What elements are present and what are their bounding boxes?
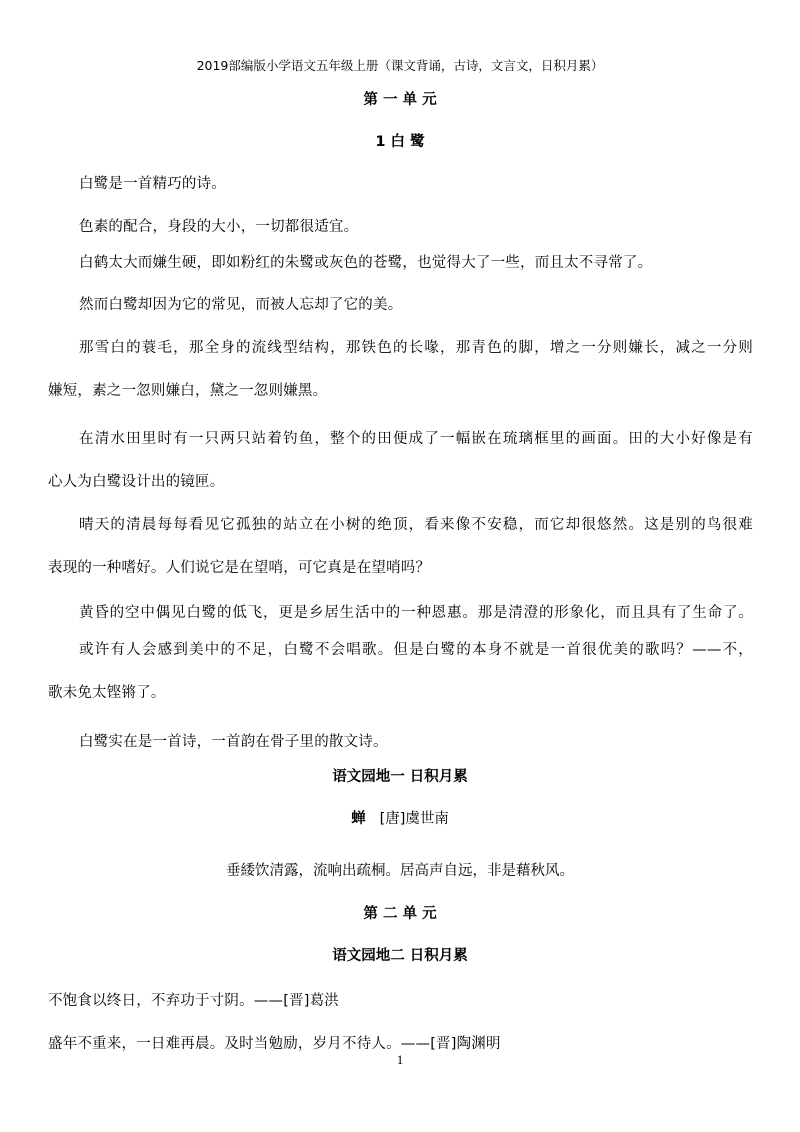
garden-two-title: 语文园地二 日积月累 bbox=[332, 948, 468, 964]
unit-two-title: 第 二 单 元 bbox=[363, 906, 437, 922]
paragraph-line: 在清水田里时有一只两只站着钓鱼，整个的田便成了一幅嵌在琉璃框里的画面。田的大小好像是有 bbox=[79, 431, 753, 447]
paragraph-line: 或许有人会感到美中的不足，白鹭不会唱歌。但是白鹭的本身不就是一首很优美的歌吗？——不， bbox=[79, 642, 753, 658]
paragraph: 然而白鹭却因为它的常见，而被人忘却了它的美。 bbox=[79, 297, 403, 313]
lesson-title: 1 白 鹭 bbox=[375, 134, 425, 150]
quote-line: 盛年不重来，一日难再晨。及时当勉励，岁月不待人。——[晋]陶渊明 bbox=[48, 1036, 501, 1052]
page-number: 1 bbox=[396, 1052, 404, 1067]
paragraph-line: 嫌短，素之一忽则嫌白，黛之一忽则嫌黑。 bbox=[48, 383, 328, 399]
poem-heading bbox=[0, 807, 800, 828]
paragraph-line: 晴天的清晨每每看见它孤独的站立在小树的绝顶，看来像不安稳，而它却很悠然。这是别的鸟很难 bbox=[79, 517, 753, 533]
unit-one-title: 第 一 单 元 bbox=[363, 92, 437, 108]
paragraph: 黄昏的空中偶见白鹭的低飞，更是乡居生活中的一种恩惠。那是清澄的形象化，而且具有了生命了。 bbox=[79, 605, 753, 621]
paragraph: 白鹤太大而嫌生硬，即如粉红的朱鹭或灰色的苍鹭，也觉得大了一些，而且太不寻常了。 bbox=[79, 255, 653, 271]
poem-text: 垂緌饮清露，流响出疏桐。居高声自远，非是藉秋风。 bbox=[226, 863, 574, 879]
document-header: 2019部编版小学语文五年级上册（课文背诵，古诗，文言文，日积月累） bbox=[196, 58, 604, 73]
paragraph: 白鹭实在是一首诗，一首韵在骨子里的散文诗。 bbox=[79, 734, 388, 750]
paragraph: 白鹭是一首精巧的诗。 bbox=[79, 176, 226, 192]
paragraph-line: 那雪白的蓑毛，那全身的流线型结构，那铁色的长喙，那青色的脚，增之一分则嫌长，减之一分则 bbox=[79, 340, 753, 356]
poem-title: 蝉 bbox=[351, 811, 366, 827]
paragraph-line: 表现的一种嗜好。人们说它是在望哨，可它真是在望哨吗？ bbox=[48, 560, 431, 576]
paragraph: 色素的配合，身段的大小，一切都很适宜。 bbox=[79, 219, 359, 235]
paragraph-line: 歌未免太铿锵了。 bbox=[48, 685, 166, 701]
paragraph-line: 心人为白鹭设计出的镜匣。 bbox=[48, 474, 225, 490]
poem-author: [唐]虞世南 bbox=[379, 811, 449, 827]
garden-one-title: 语文园地一 日积月累 bbox=[332, 769, 468, 785]
quote-line: 不饱食以终日，不弃功于寸阴。——[晋]葛洪 bbox=[48, 993, 340, 1009]
